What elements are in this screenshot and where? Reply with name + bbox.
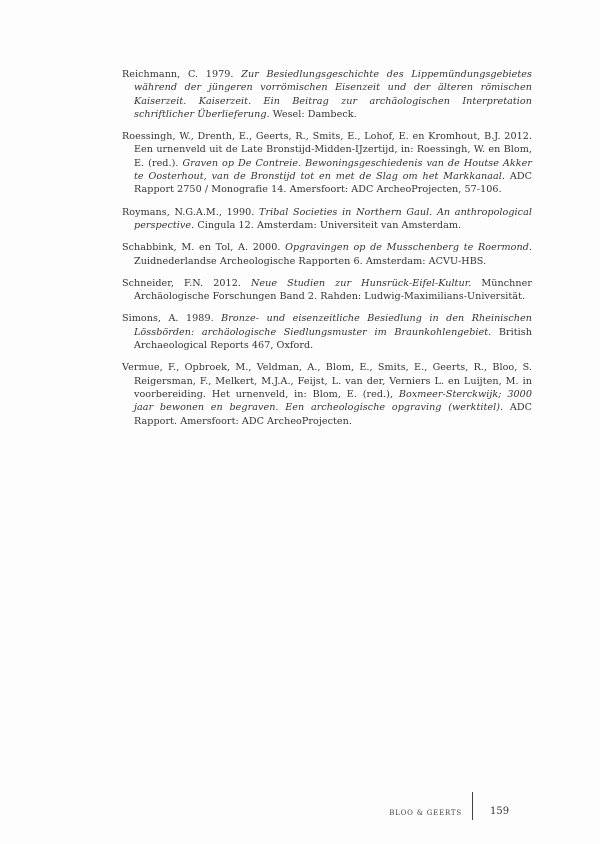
- reference-title: Boxmeer-Sterckwijk; 3000 jaar bewonen en begraven. Een archeologische opgraving (werktitel).: [134, 388, 532, 414]
- reference-publication: British Archaeological Reports 467, Oxford.: [134, 326, 532, 352]
- reference-authors: Roymans, N.G.A.M., 1990.: [122, 206, 255, 218]
- reference-authors: Schneider, F.N. 2012.: [122, 277, 241, 289]
- reference-authors: Simons, A. 1989.: [122, 313, 214, 325]
- reference-entry: [122, 277, 532, 304]
- reference-publication: Cingula 12. Amsterdam: Universiteit van Amsterdam.: [197, 219, 462, 231]
- page-number: 159: [490, 806, 510, 817]
- reference-entry: [122, 130, 532, 196]
- reference-publication: ADC Rapport 2750 / Monografie 14. Amersfoort: ADC ArcheoProjecten, 57-106.: [134, 171, 532, 196]
- reference-title: Bronze- und eisenzeitliche Besiedlung in den Rheinischen Lössbörden: archäologische Siedlungsmuster im Braunkohlengebiet.: [134, 313, 532, 338]
- reference-authors: Vermue, F., Opbroek, M., Veldman, A., Blom, E., Smits, E., Geerts, R., Bloo, S. Reigersman, F., Melkert, M.J.A., Feijst, L. van der, Verniers L. en Luijten, M. in voorbereiding. Het urnenveld, in: Blom, E. (red.),: [122, 362, 532, 400]
- reference-publication: ADC Rapport. Amersfoort: ADC ArcheoProjecten.: [134, 402, 532, 427]
- reference-entry: [122, 206, 532, 233]
- reference-authors: Reichmann, C. 1979.: [122, 69, 234, 80]
- reference-entry: [122, 361, 532, 427]
- running-head: BLOO & GEERTS: [389, 809, 462, 817]
- reference-list: [122, 68, 532, 437]
- reference-authors: Schabbink, M. en Tol, A. 2000.: [122, 242, 281, 254]
- reference-entry: [122, 312, 532, 352]
- reference-publication: Wesel: Dambeck.: [272, 108, 357, 120]
- reference-title: Opgravingen op de Musschenberg te Roermond.: [285, 242, 532, 254]
- reference-authors: Roessingh, W., Drenth, E., Geerts, R., Smits, E., Lohof, E. en Kromhout, B.J. 2012. Een urnenveld uit de Late Bronstijd-Midden-IJzertijd, in: Roessingh, W. en Blom, E. (red.).: [122, 131, 532, 169]
- reference-entry: [122, 68, 532, 121]
- reference-title: Tribal Societies in Northern Gaul. An anthropological perspective.: [134, 206, 532, 231]
- reference-title: Zur Besiedlungsgeschichte des Lippemündungsgebietes während der jüngeren vorrömischen Eisenzeit und der älteren römischen Kaiserzeit. Kaiserzeit. Ein Beitrag zur archäologischen Interpretation schriftlicher Überlieferung.: [134, 69, 532, 120]
- page-footer: [0, 792, 600, 822]
- footer-divider: [472, 792, 473, 820]
- reference-publication: Münchner Archäologische Forschungen Band 2. Rahden: Ludwig-Maximilians-Universität.: [134, 277, 532, 303]
- reference-title: Neue Studien zur Hunsrück-Eifel-Kultur.: [250, 277, 472, 289]
- reference-entry: [122, 241, 532, 268]
- reference-title: Graven op De Contreie. Bewoningsgeschiedenis van de Houtse Akker te Oosterhout, van de Bronstijd tot en met de Slag om het Markkanaal.: [134, 157, 532, 183]
- reference-publication: Zuidnederlandse Archeologische Rapporten 6. Amsterdam: ACVU-HBS.: [134, 255, 487, 267]
